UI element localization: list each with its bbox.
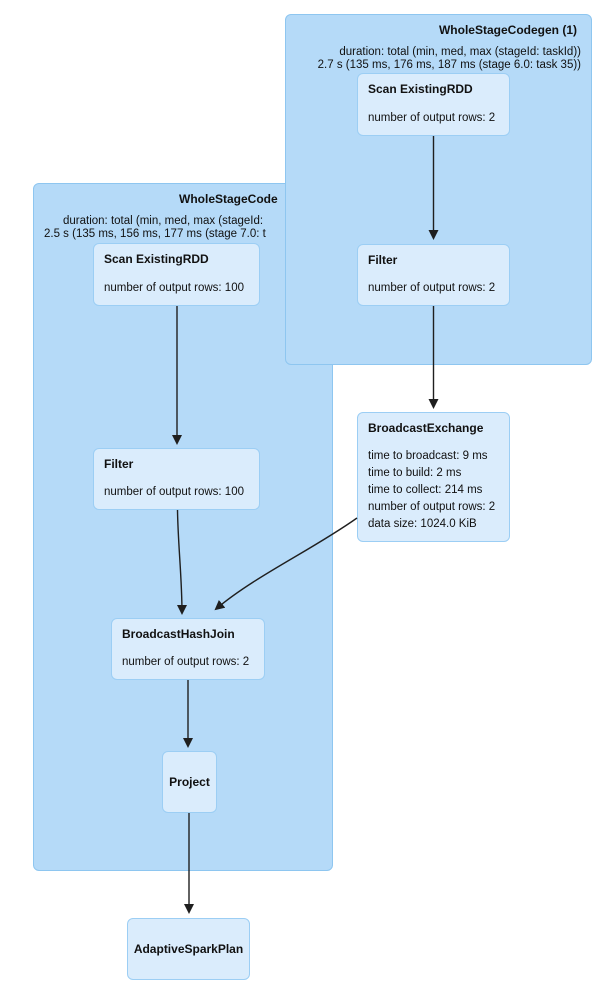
node-broadcast-hash-join	[111, 618, 265, 680]
cluster-duration-value: 2.7 s (135 ms, 176 ms, 187 ms (stage 6.0: task 35))	[317, 59, 581, 71]
node-filter-1	[357, 244, 510, 306]
node-metric: data size: 1024.0 KiB	[368, 518, 477, 530]
cluster-title: WholeStageCode	[179, 192, 278, 206]
node-title: Scan ExistingRDD	[104, 252, 209, 266]
node-title: Filter	[104, 457, 134, 471]
cluster-duration-value: 2.5 s (135 ms, 156 ms, 177 ms (stage 7.0: t	[44, 228, 266, 240]
node-project	[162, 751, 217, 813]
node-title: Filter	[368, 253, 398, 267]
node-adaptive-spark-plan	[127, 918, 250, 980]
cluster-duration-label: duration: total (min, med, max (stageId: taskId))	[339, 46, 581, 58]
node-metric: number of output rows: 2	[122, 656, 250, 668]
node-scan-existingrdd-2	[93, 243, 260, 306]
node-metrics	[368, 448, 499, 533]
node-broadcast-exchange	[357, 412, 510, 542]
cluster-duration-label: duration: total (min, med, max (stageId:	[63, 215, 264, 227]
node-metric: number of output rows: 100	[104, 282, 244, 294]
cluster-wholestagecodegen-1	[285, 14, 592, 365]
node-scan-existingrdd-1	[357, 73, 510, 136]
node-filter-2	[93, 448, 260, 510]
node-metric: time to broadcast: 9 ms	[368, 450, 488, 462]
node-metric: number of output rows: 2	[368, 112, 496, 124]
node-title: BroadcastHashJoin	[122, 627, 235, 641]
node-metric: number of output rows: 2	[368, 501, 496, 513]
node-metric: time to build: 2 ms	[368, 467, 462, 479]
node-title: BroadcastExchange	[368, 421, 484, 435]
node-title: AdaptiveSparkPlan	[133, 942, 244, 956]
node-metric: number of output rows: 2	[368, 282, 496, 294]
node-metric: time to collect: 214 ms	[368, 484, 483, 496]
node-title: Scan ExistingRDD	[368, 82, 473, 96]
node-metric: number of output rows: 100	[104, 486, 244, 498]
node-title: Project	[169, 775, 210, 789]
cluster-title: WholeStageCodegen (1)	[438, 23, 577, 37]
